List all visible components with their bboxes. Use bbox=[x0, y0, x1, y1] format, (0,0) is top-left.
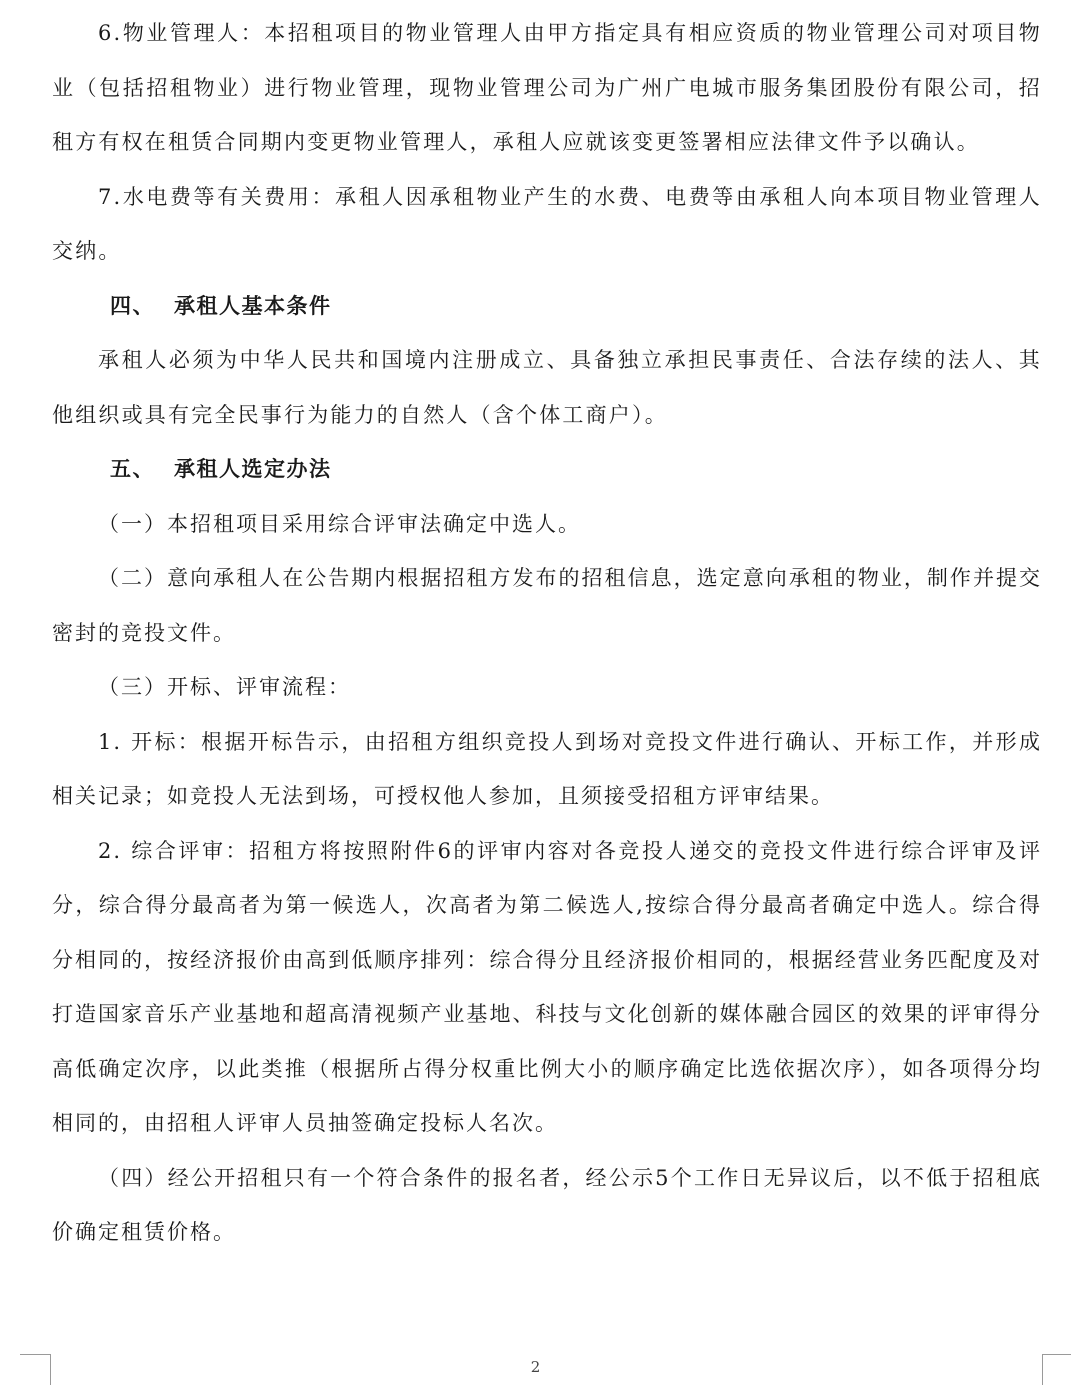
paragraph-property-manager: 6.物业管理人：本招租项目的物业管理人由甲方指定具有相应资质的物业管理公司对项目物业（包括招租物业）进行物业管理，现物业管理公司为广州广电城市服务集团股份有限公司，招租方有权在租赁合同期内变更物业管理人，承租人应就该变更签署相应法律文件予以确认。 bbox=[52, 21, 1042, 154]
section-title: 承租人选定办法 bbox=[174, 457, 332, 481]
section-number: 五、 bbox=[110, 457, 155, 481]
section-number: 四、 bbox=[110, 293, 155, 318]
paragraph-lessee-conditions: 承租人必须为中华人民共和国境内注册成立、具备独立承担民事责任、合法存续的法人、其他组织或具有完全民事行为能力的自然人（含个体工商户）。 bbox=[52, 348, 1042, 427]
list-item: （一）本招租项目采用综合评审法确定中选人。 bbox=[98, 511, 581, 536]
page-number: 2 bbox=[530, 1358, 541, 1376]
list-item: 1. 开标：根据开标告示，由招租方组织竞投人到场对竞投文件进行确认、开标工作，并形成相关记录；如竞投人无法到场，可授权他人参加，且须接受招租方评审结果。 bbox=[52, 729, 1042, 808]
document-body bbox=[52, 6, 1042, 1260]
list-item: （四）经公开招租只有一个符合条件的报名者，经公示5个工作日无异议后，以不低于招租底价确定租赁价格。 bbox=[52, 1165, 1042, 1244]
list-item: 2. 综合评审：招租方将按照附件6的评审内容对各竞投人递交的竞投文件进行综合评审及评分，综合得分最高者为第一候选人，次高者为第二候选人,按综合得分最高者确定中选人。综合得分相同的，按经济报价由高到低顺序排列：综合得分且经济报价相同的，根据经营业务匹配度及对打造国家音乐产业基地和超高清视频产业基地、科技与文化创新的媒体融合园区的效果的评审得分高低确定次序，以此类推（根据所占得分权重比例大小的顺序确定比选依据次序），如各项得分均相同的，由招租人评审人员抽签确定投标人名次。 bbox=[52, 838, 1042, 1135]
paragraph-utility-fees: 7.水电费等有关费用：承租人因承租物业产生的水费、电费等由承租人向本项目物业管理人交纳。 bbox=[52, 184, 1042, 263]
list-item: （二）意向承租人在公告期内根据招租方发布的招租信息，选定意向承租的物业，制作并提交密封的竞投文件。 bbox=[52, 566, 1042, 645]
section-heading-4 bbox=[52, 279, 1042, 334]
list-item: （三）开标、评审流程： bbox=[98, 675, 351, 699]
section-title: 承租人基本条件 bbox=[174, 293, 332, 318]
section-heading-5 bbox=[52, 442, 1042, 497]
